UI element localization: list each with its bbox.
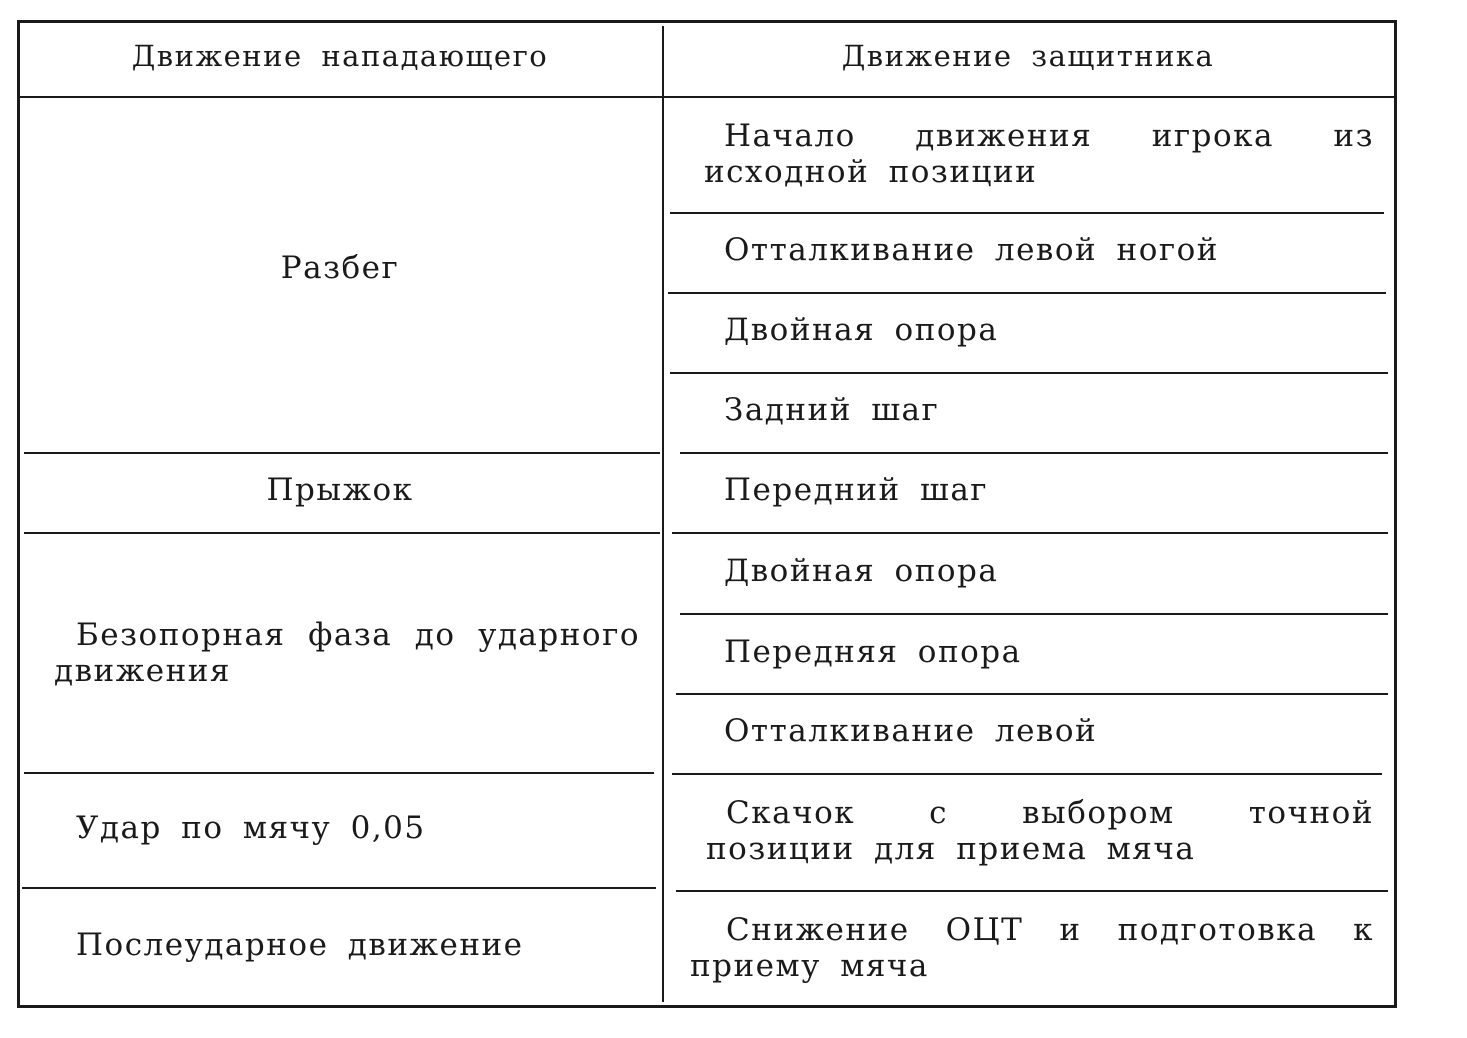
- left-row-divider: [24, 772, 654, 774]
- defender-phase-front-step: Передний шаг: [724, 472, 989, 508]
- defender-phase-push-left-leg: Отталкивание левой ногой: [724, 232, 1219, 268]
- right-row-divider: [672, 532, 1388, 534]
- right-row-divider: [676, 890, 1388, 892]
- left-row-divider: [24, 532, 660, 534]
- attacker-phase-flight: Безопорная фаза до ударного движения: [54, 617, 640, 689]
- defender-phase-double-support-2: Двойная опора: [724, 553, 999, 589]
- header-divider: [20, 96, 1394, 98]
- defender-phase-lowering: Снижение ОЦТ и подготовка к приему мяча: [690, 912, 1374, 984]
- right-row-divider: [676, 693, 1388, 695]
- attacker-phase-follow-through: Послеударное движение: [76, 927, 524, 963]
- right-row-divider: [672, 773, 1382, 775]
- attacker-phase-hit: Удар по мячу 0,05: [76, 810, 426, 846]
- right-row-divider: [680, 613, 1388, 615]
- left-row-divider: [22, 887, 656, 889]
- header-defender: Движение защитника: [841, 39, 1215, 73]
- defender-phase-double-support: Двойная опора: [724, 312, 999, 348]
- defender-phase-start: Начало движения игрока из исходной позиции: [704, 118, 1374, 190]
- right-row-divider: [680, 452, 1388, 454]
- right-row-divider: [670, 372, 1388, 374]
- column-divider: [662, 26, 664, 1002]
- header-attacker: Движение нападающего: [131, 39, 549, 73]
- left-row-divider: [24, 452, 660, 454]
- defender-phase-back-step: Задний шаг: [724, 392, 940, 428]
- defender-phase-push-left: Отталкивание левой: [724, 713, 1098, 749]
- defender-phase-jump-position: Скачок с выбором точной позиции для приема мяча: [706, 795, 1374, 867]
- right-row-divider: [670, 212, 1384, 214]
- attacker-phase-run-up: Разбег: [280, 250, 400, 286]
- attacker-phase-jump: Прыжок: [266, 472, 414, 508]
- right-row-divider: [668, 292, 1386, 294]
- defender-phase-front-support: Передняя опора: [724, 634, 1022, 670]
